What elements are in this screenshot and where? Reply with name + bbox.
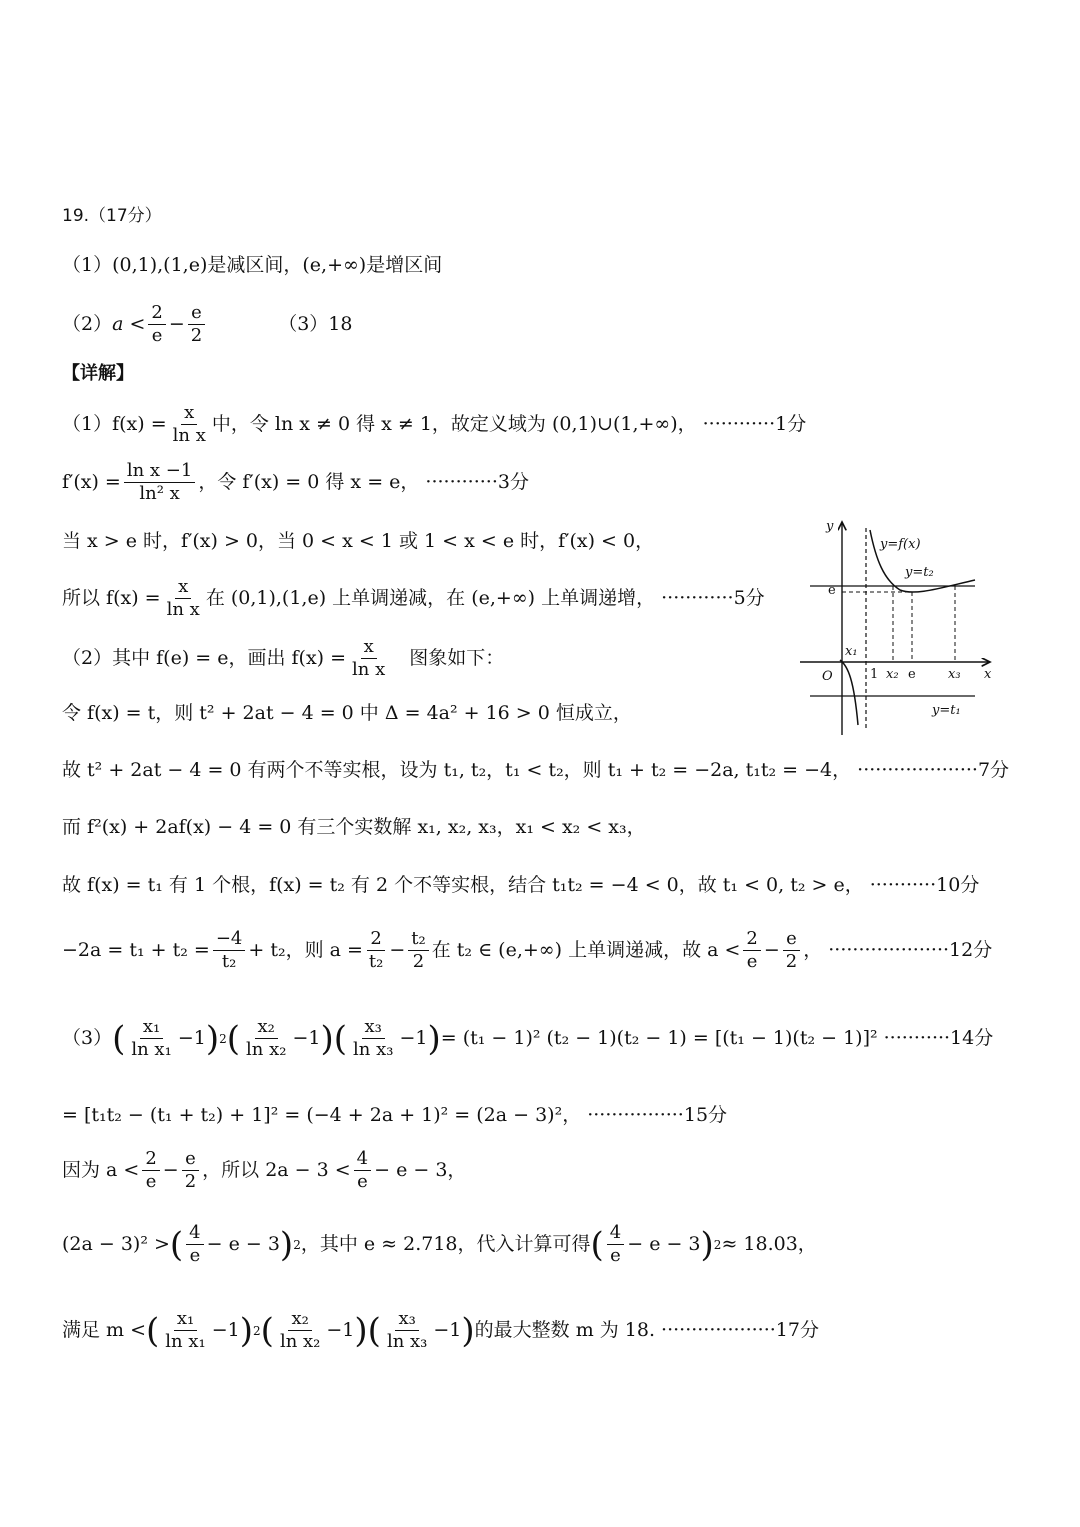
y-axis-label: y: [826, 519, 834, 534]
answer-2-label: （2）: [62, 313, 113, 335]
score-10: ···········10分: [869, 874, 980, 896]
answer-2-3: [62, 304, 352, 345]
t2-label: y=t₂: [905, 565, 934, 580]
curve-left-branch: [840, 660, 858, 725]
line-7: 故 t² + 2at − 4 = 0 有两个不等实根，设为 t₁, t₂，t₁ < t₂，则 t₁ + t₂ = −2a, t₁t₂ = −4， ····················7分: [62, 759, 1010, 781]
line-1: （1）f(x) = $\frac{x}{\text{ln x}}$ 中，令 ln x ≠ 0 得 x ≠ 1，故定义域为 (0,1)∪(1,+∞)， ············1分: [62, 402, 807, 446]
l4-frac: $\frac{x}{\text{ln x}}$: [166, 576, 200, 620]
score-7: ····················7分: [857, 759, 1010, 781]
detail-title: 【详解】: [62, 363, 134, 384]
l14-frac-2: $\frac{4}{e}$: [607, 1224, 624, 1265]
l11-frac-x3: $\frac{\text{x₃}}{\text{ln x₃}}$: [353, 1016, 394, 1060]
score-5: ············5分: [661, 587, 765, 609]
answer-2-minus: −: [168, 313, 185, 335]
score-12: ····················12分: [828, 939, 993, 961]
answer-2-frac-1: $\frac{2}{e}$: [148, 304, 165, 345]
score-3: ············3分: [425, 471, 529, 493]
e-y-tick: e: [828, 583, 836, 598]
score-1: ············1分: [702, 413, 807, 435]
l13-frac-1: $\frac{2}{e}$: [142, 1150, 159, 1191]
l10-frac-2: $\frac{2}{\text{t₂}}$: [368, 928, 384, 972]
l13-frac-2: $\frac{e}{2}$: [182, 1150, 199, 1191]
answer-1: （1）(0,1),(1,e)是减区间，(e,+∞)是增区间: [62, 254, 443, 276]
score-15: ················15分: [587, 1104, 728, 1126]
score-17: ···················17分: [661, 1319, 819, 1341]
line-8: 而 f²(x) + 2af(x) − 4 = 0 有三个实数解 x₁, x₂, x₃，x₁ < x₂ < x₃，: [62, 816, 646, 838]
t1-label: y=t₁: [932, 703, 961, 718]
curve-label: y=f(x): [880, 537, 921, 552]
l10-frac-1: $\frac{-4}{\text{t₂}}$: [213, 930, 246, 971]
one-tick: 1: [870, 667, 879, 682]
line-12: = [t₁t₂ − (t₁ + t₂) + 1]² = (−4 + 2a + 1)² = (2a − 3)²， ················15分: [62, 1104, 728, 1126]
line-5: （2）其中 f(e) = e，画出 f(x) = $\frac{x}{\text{ln x}}$ 图象如下：: [62, 636, 505, 680]
l11-frac-x1: $\frac{\text{x₁}}{\text{ln x₁}}$: [131, 1016, 172, 1060]
answer-3: （3）18: [278, 313, 353, 335]
l2-frac: $\frac{\text{ln x −1}}{\text{ln² x}}$: [124, 462, 195, 503]
line-2: f′(x) = $\frac{\text{ln x −1}}{\text{ln² x}}$ ，令 f′(x) = 0 得 x = e， ············3分: [62, 460, 529, 504]
x2-label: x₂: [886, 667, 899, 682]
l15-frac-x1: $\frac{\text{x₁}}{\text{ln x₁}}$: [165, 1308, 206, 1352]
line-14: (2a − 3)² > ( $\frac{4}{e}$ − e − 3 ) 2 ，其中 e ≈ 2.718，代入计算可得 ( $\frac{4}{e}$ − e − 3 ) 2 ≈ 18.03，: [62, 1222, 817, 1266]
l10-frac-4: $\frac{2}{e}$: [743, 930, 760, 971]
question-number: 19.（17分）: [62, 206, 162, 226]
x-axis-label: x: [984, 667, 992, 682]
l10-frac-3: $\frac{\text{t₂}}{2}$: [408, 930, 428, 971]
line-4: 所以 f(x) = $\frac{x}{\text{ln x}}$ 在 (0,1),(1,e) 上单调递减，在 (e,+∞) 上单调递增， ············5分: [62, 576, 765, 620]
l14-frac-1: $\frac{4}{e}$: [186, 1224, 203, 1265]
line-13: 因为 a < $\frac{2}{e}$ − $\frac{e}{2}$ ，所以 2a − 3 < $\frac{4}{e}$ − e − 3，: [62, 1148, 467, 1192]
l10-frac-5: $\frac{e}{2}$: [783, 930, 800, 971]
line-6: 令 f(x) = t，则 t² + 2at − 4 = 0 中 Δ = 4a² + 16 > 0 恒成立，: [62, 702, 632, 724]
l1-frac: $\frac{x}{\text{ln x}}$: [172, 402, 206, 446]
l15-frac-x2: $\frac{\text{x₂}}{\text{ln x₂}}$: [279, 1308, 321, 1352]
function-graph: [800, 510, 1000, 740]
l5-frac: $\frac{x}{\text{ln x}}$: [352, 636, 386, 680]
l11-frac-x2: $\frac{\text{x₂}}{\text{ln x₂}}$: [246, 1016, 287, 1060]
line-9: 故 f(x) = t₁ 有 1 个根，f(x) = t₂ 有 2 个不等实根，结合 t₁t₂ = −4 < 0，故 t₁ < 0, t₂ > e， ···········10分: [62, 874, 980, 896]
answer-2-frac-2: $\frac{e}{2}$: [188, 304, 205, 345]
origin-label: O: [822, 669, 833, 684]
line-10: −2a = t₁ + t₂ = $\frac{-4}{\text{t₂}}$ + t₂，则 a = $\frac{2}{\text{t₂}}$ − $\frac{\text{t₂}}{2}$ 在 t₂ ∈ (e,+∞) 上单调递减，故 a < $\frac{2}{e}$ − $\frac{e}{2}$ ， ····················12分: [62, 928, 993, 972]
line-11: （3） ( $\frac{\text{x₁}}{\text{ln x₁}}$ −1 ) 2 ( $\frac{\text{x₂}}{\text{ln x₂}}$ −1 )( $\frac{\text{x₃}}{\text{ln x₃}}$ −1 ) = (t₁ − 1)² (t₂ − 1)(t₂ − 1) = [(t₁ − 1)(t₂ − 1)]² ···········14分: [62, 1016, 994, 1060]
answer-2-lhs: a <: [112, 313, 146, 335]
l13-frac-3: $\frac{4}{e}$: [354, 1150, 371, 1191]
x1-label: x₁: [845, 644, 858, 659]
line-3: 当 x > e 时，f′(x) > 0，当 0 < x < 1 或 1 < x < e 时，f′(x) < 0，: [62, 530, 655, 552]
l15-frac-x3: $\frac{\text{x₃}}{\text{ln x₃}}$: [386, 1308, 428, 1352]
score-14: ···········14分: [883, 1027, 994, 1049]
e-x-tick: e: [908, 667, 916, 682]
line-15: 满足 m < ( $\frac{\text{x₁}}{\text{ln x₁}}$ −1 ) 2 ( $\frac{\text{x₂}}{\text{ln x₂}}$ −1 )( $\frac{\text{x₃}}{\text{ln x₃}}$ −1 ) 的最大整数 m 为 18. ···················17分: [62, 1308, 819, 1352]
x3-label: x₃: [948, 667, 961, 682]
